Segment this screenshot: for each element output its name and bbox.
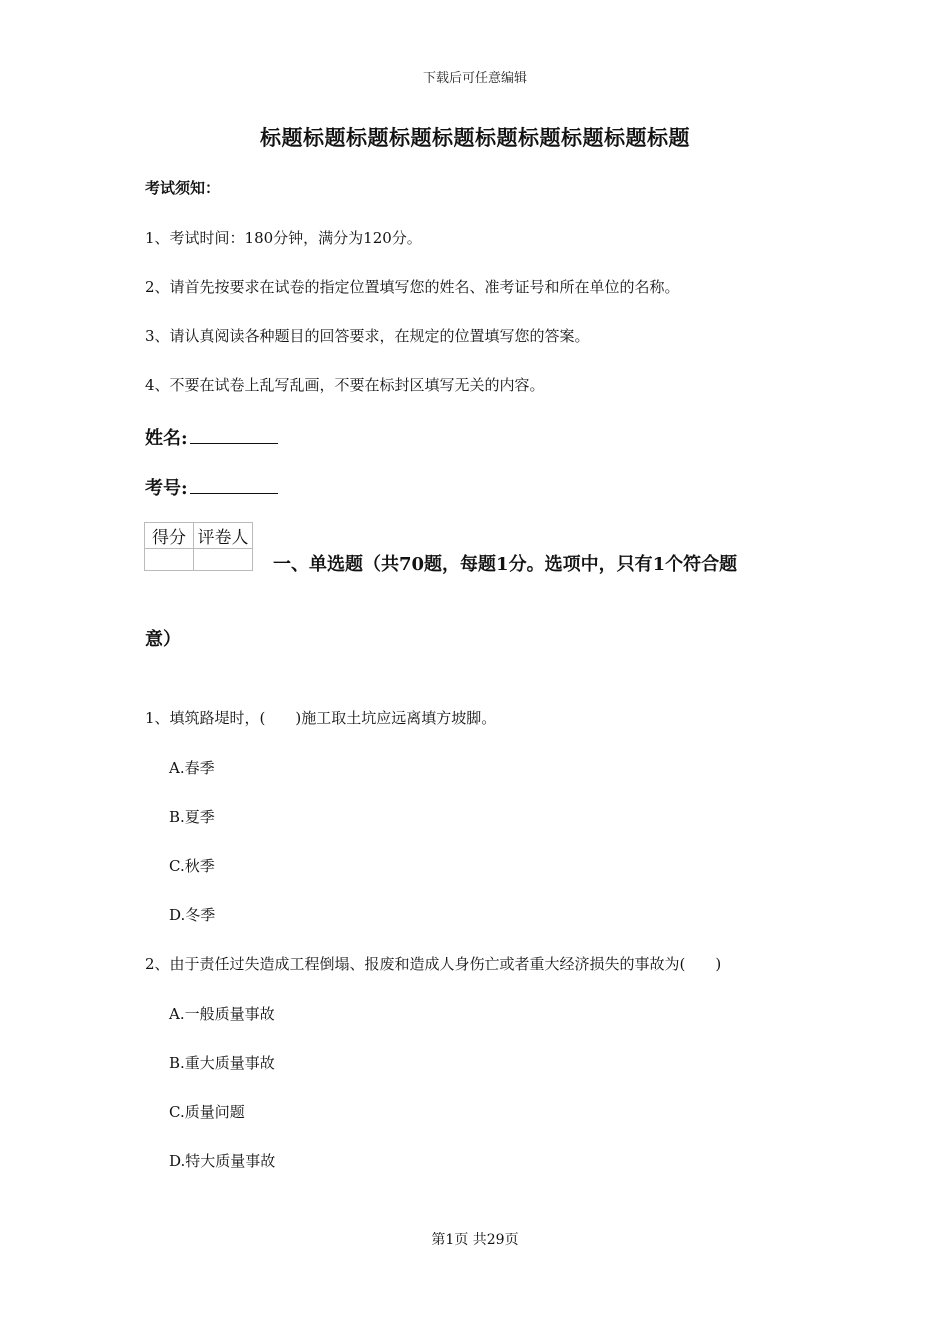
notice-heading: 考试须知：	[145, 179, 221, 197]
grader-cell[interactable]	[194, 549, 253, 571]
notice-rule: 2、请首先按要求在试卷的指定位置填写您的姓名、准考证号和所在单位的名称。	[145, 278, 680, 296]
notice-rule: 4、不要在试卷上乱写乱画，不要在标封区填写无关的内容。	[145, 376, 545, 394]
page-header-note: 下载后可任意编辑	[422, 71, 527, 86]
name-label: 姓名:	[145, 428, 188, 449]
answer-option[interactable]: B.夏季	[169, 808, 215, 826]
notice-rule: 1、考试时间：180分钟，满分为120分。	[145, 229, 422, 247]
answer-option[interactable]: C.秋季	[169, 857, 215, 875]
answer-option[interactable]: A.一般质量事故	[169, 1005, 275, 1023]
score-cell[interactable]	[145, 549, 194, 571]
answer-option[interactable]: A.春季	[169, 759, 215, 777]
score-header: 得分	[145, 523, 194, 549]
answer-option[interactable]: D.特大质量事故	[169, 1152, 276, 1170]
section-heading-continued: 意）	[145, 629, 181, 650]
exam-id-blank-line[interactable]	[190, 479, 278, 494]
notice-rule: 3、请认真阅读各种题目的回答要求，在规定的位置填写您的答案。	[145, 327, 590, 345]
document-title: 标题标题标题标题标题标题标题标题标题标题	[260, 125, 690, 150]
grader-header: 评卷人	[194, 523, 253, 549]
page-number: 第1页 共29页	[431, 1232, 519, 1248]
question-stem: 1、填筑路堤时，( )施工取土坑应远离填方坡脚。	[145, 709, 497, 727]
exam-id-field[interactable]	[145, 474, 278, 500]
score-table	[144, 522, 253, 571]
section-heading: 一、单选题（共70题，每题1分。选项中，只有1个符合题	[273, 554, 738, 575]
exam-id-label: 考号:	[145, 478, 188, 499]
name-blank-line[interactable]	[190, 429, 278, 444]
question-stem: 2、由于责任过失造成工程倒塌、报废和造成人身伤亡或者重大经济损失的事故为( )	[145, 955, 722, 973]
answer-option[interactable]: D.冬季	[169, 906, 216, 924]
answer-option[interactable]: C.质量问题	[169, 1103, 245, 1121]
answer-option[interactable]: B.重大质量事故	[169, 1054, 275, 1072]
name-field[interactable]	[145, 424, 278, 450]
